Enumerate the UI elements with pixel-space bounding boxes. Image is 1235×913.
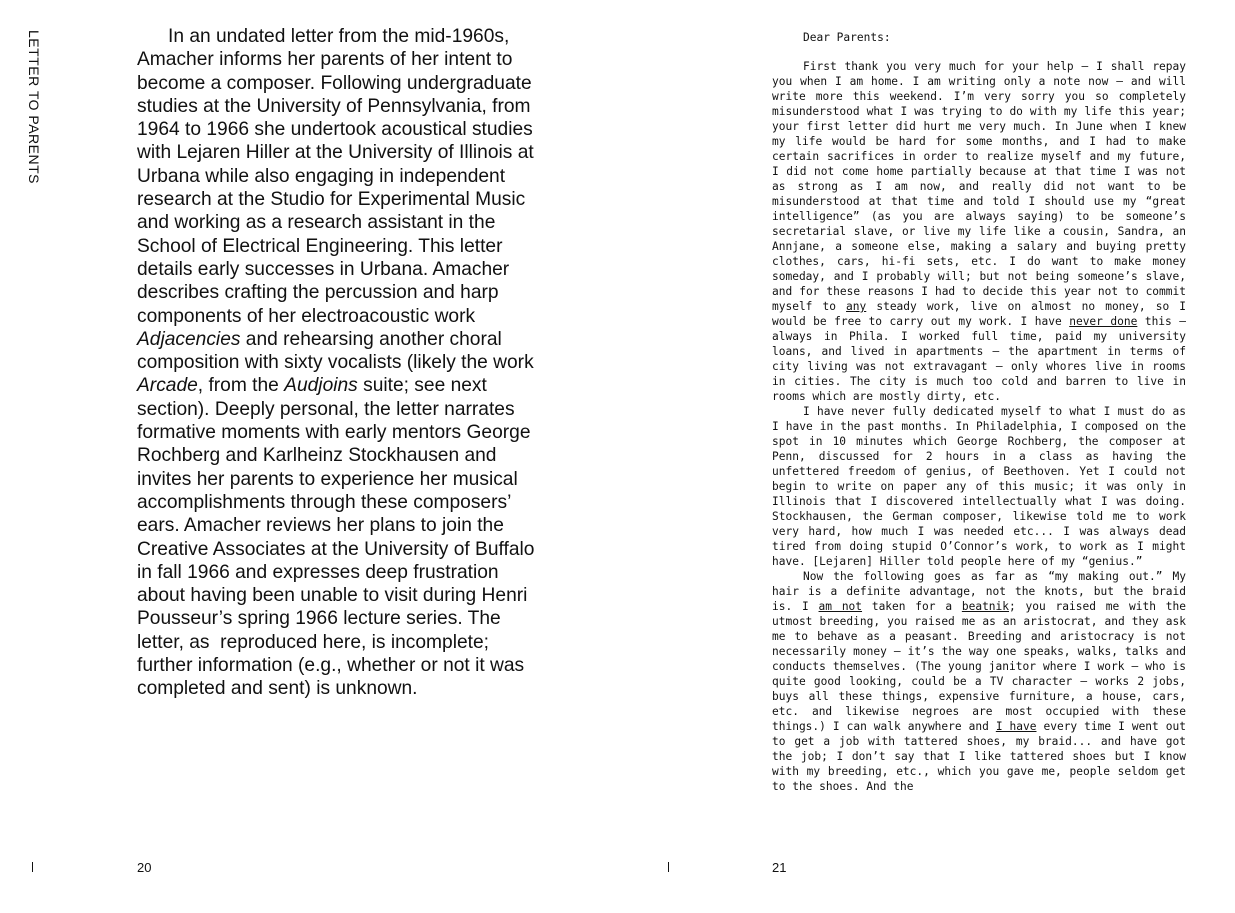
- letter-p3-text-b: taken for a: [862, 600, 962, 613]
- underlined-never-done: never done: [1069, 315, 1138, 328]
- letter-p1-text-b: steady work, live on almost no money, so I would be free to carry out my work. I have: [772, 300, 1186, 328]
- left-margin-mark: [32, 862, 33, 872]
- letter-p1-text-a: First thank you very much for your help – I shall repay you when I am home. I am writing only a note now – and will write more this weekend. I’m very sorry you so completely misunderstood what I was trying to do with my life this year; your first letter did hurt me very much. In June when I knew my life would be hard for some months, and I had to make certain sacrifices in order to realize myself and my future, I did not come home partially because at that time I was not as strong as I am now, and really did not want to be misunderstood at that time and told I should use my “great intelligence” (as you are always saying) to be someone’s secretarial slave, or live my life like a cousin, Sandra, an Annjane, a someone else, making a salary and buying pretty clothes, cars, hi-fi sets, etc. I do want to make money someday, and I probably will; but not being someone’s slave, and for these reasons I had to decide this year not to commit myself to: [772, 60, 1186, 313]
- letter-transcript: [772, 30, 1186, 794]
- underlined-am-not: am not: [818, 600, 863, 613]
- underlined-i-have: I have: [995, 720, 1037, 733]
- intro-text-1: In an undated letter from the mid-1960s, Amacher informs her parents of her intent to become a composer. Following undergraduate studies at the University of Pennsylvania, from 1964 to 1966 she undertook acoustical studies with Lejaren Hiller at the University of Illinois at Urbana while also engaging in independent research at the Studio for Experimental Music and working as a research assistant in the School of Electrical Engineering. This letter details early successes in Urbana. Amacher describes crafting the percussion and harp components of her electroacoustic work: [137, 26, 534, 327]
- letter-p3-text-c: ; you raised me with the utmost breeding, you raised me as an aristocrat, and they ask me to behave as a peasant. Breeding and aristocracy is not necessarily money – it’s the way one speaks, walks, talks and conducts themselves. (The young janitor where I work – who is quite good looking, could be a TV character – works 2 jobs, buys all these things, expensive furniture, a house, cars, etc. and likewise negroes are most occupied with these things.) I can walk anywhere and: [772, 600, 1186, 733]
- work-title-arcade: Arcade: [137, 375, 198, 397]
- intro-text-4: suite; see next section). Deeply personal, the letter narrates formative moments with early mentors George Rochberg and Karlheinz Stockhausen and invites her parents to experience her musical accomplishments through these composers’ ears. Amacher reviews her plans to join the Creative Associates at the University of Buffalo in fall 1966 and expresses deep frustration about having been unable to visit during Henri Pousseur’s spring 1966 lecture series. The letter, as reproduced here, is incomplete; further information (e.g., whether or not it was completed and sent) is unknown.: [137, 375, 535, 700]
- intro-paragraph: [137, 25, 547, 701]
- underlined-beatnik: beatnik: [961, 600, 1010, 613]
- letter-p3-text-d: every time I went out to get a job with tattered shoes, my braid... and have got the job; I don’t say that I like tattered shoes but I know with my breeding, etc., which you gave me, people seldom get to the shoes. And the: [772, 720, 1186, 793]
- work-title-adjacencies: Adjacencies: [137, 328, 241, 350]
- intro-text-3: , from the: [197, 375, 285, 397]
- letter-paragraph-2: I have never fully dedicated myself to what I must do as I have in the past months. In Philadelphia, I composed on the spot in 10 minutes which George Rochberg, the composer at Penn, discussed for 2 hours in a class as having the unfettered freedom of genius, of Beethoven. Yet I could not begin to write on paper any of this music; it was only in Illinois that I discovered intellectually what I was doing. Stockhausen, the German composer, likewise told me to work very hard, how much I was needed etc... I was always dead tired from doing stupid O’Connor’s work, to work as I might have. [Lejaren] Hiller told people here of my “genius.”: [772, 405, 1186, 568]
- left-page-number: 20: [137, 860, 152, 875]
- right-margin-mark: [668, 862, 669, 872]
- letter-paragraph-3: [772, 569, 1186, 794]
- letter-salutation: Dear Parents:: [803, 31, 891, 44]
- intro-text-2: and rehearsing another choral composition with sixty vocalists (likely the work: [137, 328, 534, 374]
- letter-p1-text-c: this – always in Phila. I worked full time, paid my university loans, and lived in apartments – the apartment in terms of city living was not extravagant – only whores live in rooms in cities. The city is much too cold and barren to live in rooms which are mostly dirty, etc.: [772, 315, 1187, 403]
- work-title-audjoins: Audjoins: [284, 375, 358, 397]
- underlined-any: any: [846, 300, 867, 313]
- running-head: LETTER TO PARENTS: [26, 30, 42, 184]
- letter-paragraph-1: [772, 59, 1186, 404]
- letter-p3-text-a: Now the following goes as far as “my making out.” My hair is a definite advantage, not the knots, but the braid is. I: [772, 570, 1186, 613]
- right-page-number: 21: [772, 860, 787, 875]
